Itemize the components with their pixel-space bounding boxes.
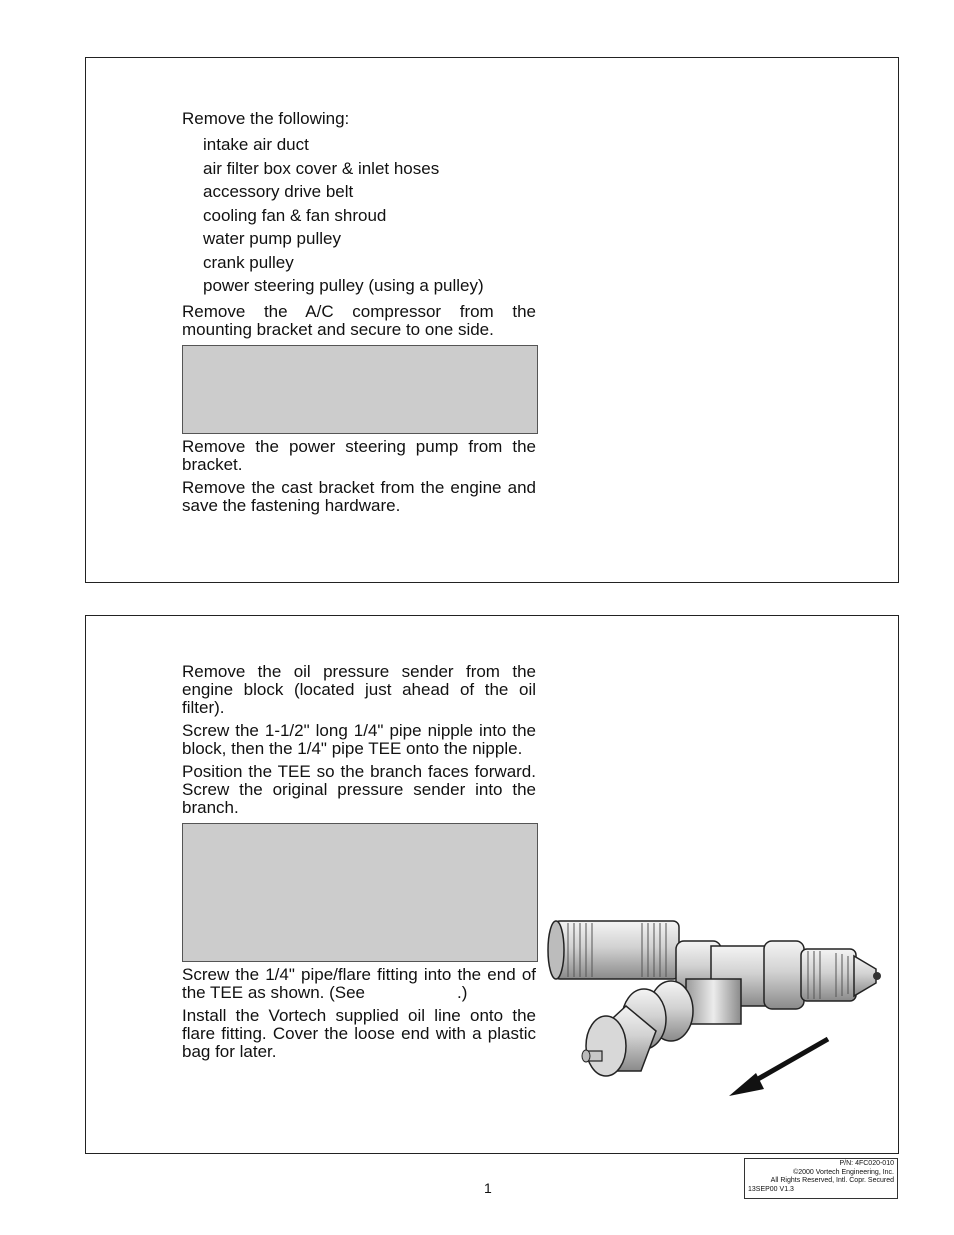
list-item: air filter box cover & inlet hoses bbox=[203, 158, 440, 178]
remove-following-heading: Remove the following: bbox=[182, 109, 350, 128]
position-tee-paragraph: Position the TEE so the branch faces forward. Screw the original pressure sender into the branch. bbox=[182, 762, 536, 817]
flare-fitting-text-end: .) bbox=[457, 983, 468, 1002]
forward-direction-arrow bbox=[729, 1039, 828, 1096]
page-number: 1 bbox=[484, 1180, 492, 1196]
note-box-2 bbox=[182, 823, 538, 962]
oil-pressure-sender bbox=[582, 981, 693, 1076]
flare-fitting-text: Screw the 1/4" pipe/flare fitting into the end of the TEE as shown. (See bbox=[182, 965, 536, 1002]
version-line: 13SEP00 V1.3 bbox=[748, 1185, 794, 1193]
list-item: power steering pulley (using a pulley) bbox=[203, 276, 484, 295]
instruction-panel-1 bbox=[85, 57, 899, 583]
panel1-text-column bbox=[182, 110, 536, 520]
oil-sender-paragraph: Remove the oil pressure sender from the engine block (located just ahead of the oil filter). bbox=[182, 662, 536, 717]
pipe-nipple-paragraph: Screw the 1-1/2" long 1/4" pipe nipple into the block, then the 1/4" pipe TEE onto the nipple. bbox=[182, 721, 536, 758]
pipe-tee bbox=[676, 941, 804, 1024]
list-item: cooling fan & fan shroud bbox=[203, 205, 387, 225]
copyright-line: ©2000 Vortech Engineering, Inc. bbox=[793, 1168, 894, 1176]
power-steering-paragraph: Remove the power steering pump from the bracket. bbox=[182, 436, 536, 474]
ac-compressor-paragraph: Remove the A/C compressor from the mounting bracket and secure to one side. bbox=[182, 301, 536, 339]
pipe-tee-fitting-illustration bbox=[546, 911, 891, 1106]
flare-fitting bbox=[801, 949, 881, 1001]
list-item: accessory drive belt bbox=[203, 182, 354, 201]
list-item: intake air duct bbox=[203, 135, 309, 154]
list-item: water pump pulley bbox=[203, 229, 341, 248]
instruction-panel-2 bbox=[85, 615, 899, 1154]
flare-fitting-paragraph bbox=[182, 966, 536, 1002]
oil-line-paragraph: Install the Vortech supplied oil line onto the flare fitting. Cover the loose end with a plastic bag for later. bbox=[182, 1006, 536, 1061]
removal-list bbox=[182, 133, 536, 298]
list-item: crank pulley bbox=[203, 252, 294, 272]
part-number: P/N: 4FC020-010 bbox=[839, 1160, 894, 1167]
panel2-text-column bbox=[182, 663, 536, 1066]
cast-bracket-paragraph: Remove the cast bracket from the engine and save the fastening hardware. bbox=[182, 477, 536, 515]
pipe-nipple bbox=[548, 921, 679, 979]
note-box-1 bbox=[182, 345, 538, 434]
copyright-box bbox=[744, 1158, 898, 1199]
rights-line: All Rights Reserved, Intl. Copr. Secured bbox=[770, 1177, 894, 1184]
